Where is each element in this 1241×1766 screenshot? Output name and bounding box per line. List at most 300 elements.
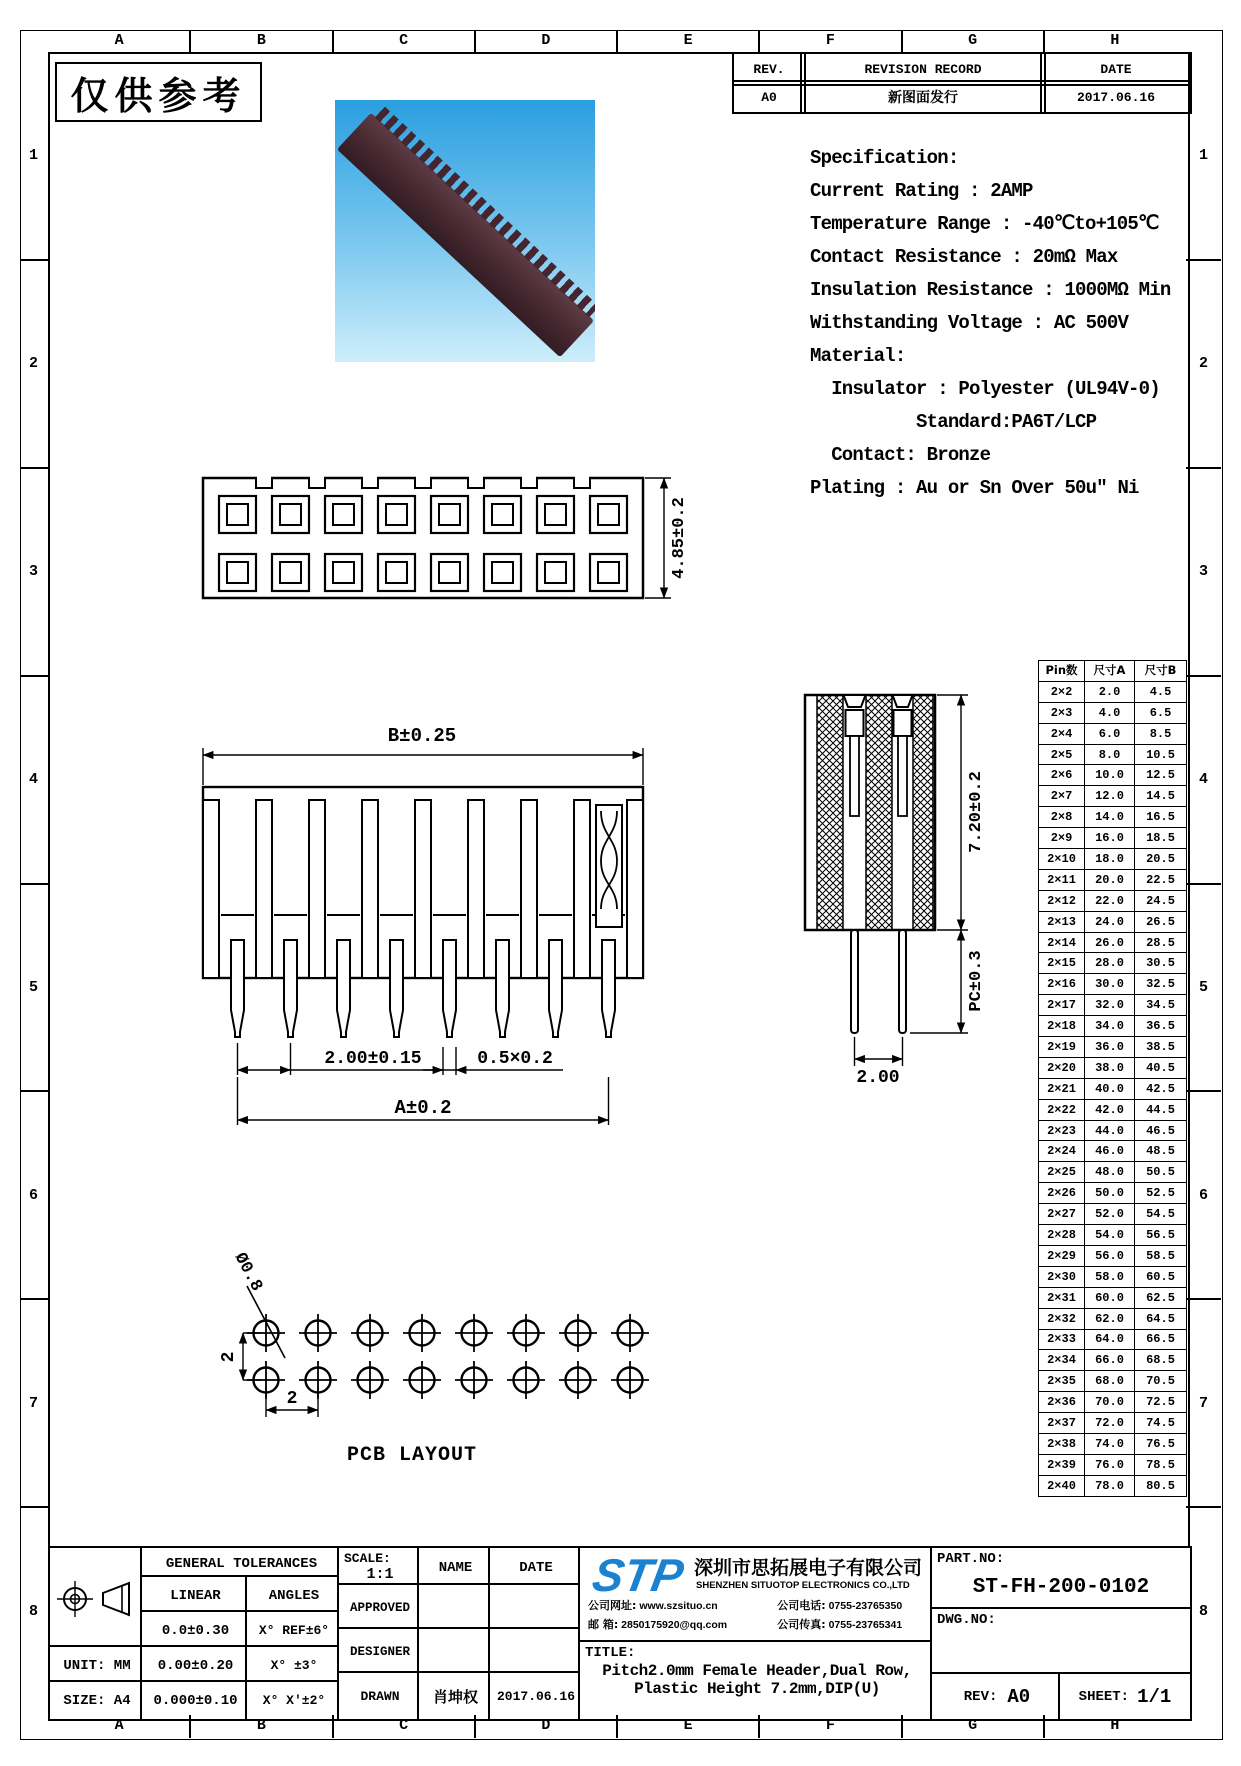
grid-col-label: D <box>541 31 551 49</box>
pin-table-cell: 44.0 <box>1085 1120 1135 1141</box>
pin-table-row <box>1039 953 1187 974</box>
pin-table-row <box>1039 1162 1187 1183</box>
pin-table-row <box>1039 765 1187 786</box>
pin-table-cell: 2×38 <box>1039 1433 1085 1454</box>
general-tolerances-header: GENERAL TOLERANCES <box>140 1546 343 1581</box>
pin-table-cell: 26.0 <box>1085 932 1135 953</box>
pin-table-cell: 2×6 <box>1039 765 1085 786</box>
pin-table-row <box>1039 1413 1187 1434</box>
scale-label: SCALE: <box>344 1551 391 1566</box>
pin-pitch-label: 2.00±0.15 <box>324 1049 422 1069</box>
pin-table-cell: 2×26 <box>1039 1183 1085 1204</box>
pin-table-cell: 24.5 <box>1135 890 1187 911</box>
grid-tick <box>1043 1715 1045 1738</box>
pin-size-label: 0.5×0.2 <box>477 1049 553 1069</box>
grid-tick <box>1186 1298 1221 1300</box>
pin-table-cell: 34.5 <box>1135 995 1187 1016</box>
grid-row-label: 3 <box>1198 563 1208 581</box>
pin-table-cell: 2×27 <box>1039 1204 1085 1225</box>
grid-tick <box>20 675 48 677</box>
grid-tick <box>20 1090 48 1092</box>
pin-table-row <box>1039 1392 1187 1413</box>
pin-table-row <box>1039 1454 1187 1475</box>
scale-value: 1:1 <box>366 1566 394 1583</box>
watermark-text: 仅供参考 <box>70 73 247 118</box>
pin-table-row <box>1039 723 1187 744</box>
pin-table-cell: 30.0 <box>1085 974 1135 995</box>
pin-table-cell: 2×20 <box>1039 1057 1085 1078</box>
pin-table-cell: 76.5 <box>1135 1433 1187 1454</box>
pin-size-dimension <box>423 1047 563 1075</box>
top-view-height-dimension <box>645 478 689 598</box>
pin-table-row <box>1039 702 1187 723</box>
spec-line: Contact Resistance : 20mΩ Max <box>810 246 1118 268</box>
grid-col-label: E <box>683 1717 693 1734</box>
pin-table-cell: 48.5 <box>1135 1141 1187 1162</box>
pin-table-cell: 2×18 <box>1039 1016 1085 1037</box>
company-name-en: SHENZHEN SITUOTOP ELECTRONICS CO.,LTD <box>696 1580 910 1591</box>
pcb-layout-caption: PCB LAYOUT <box>346 1444 478 1467</box>
pin-table-cell: 12.5 <box>1135 765 1187 786</box>
hole-diameter-label: Ø0.8 <box>229 1249 266 1295</box>
pin-table-row <box>1039 1016 1187 1037</box>
grid-tick <box>758 1715 760 1738</box>
comb-wall <box>362 800 378 978</box>
top-view-body <box>203 478 643 598</box>
pin-table-cell: 42.0 <box>1085 1099 1135 1120</box>
pin-table-row <box>1039 681 1187 702</box>
grid-tick <box>1186 1090 1221 1092</box>
sheet-value: 1/1 <box>1137 1685 1172 1708</box>
pin <box>549 940 562 1037</box>
grid-row-label: 2 <box>1198 355 1208 373</box>
pin-table-cell: 50.5 <box>1135 1162 1187 1183</box>
pin-table-row <box>1039 1433 1187 1454</box>
side-view-drawing <box>770 680 1000 1090</box>
pin-table-cell: 14.0 <box>1085 807 1135 828</box>
pin-table-cell: 6.5 <box>1135 702 1187 723</box>
pin-table-row <box>1039 1266 1187 1287</box>
grid-tick <box>1186 259 1221 261</box>
pin-table-cell: 46.0 <box>1085 1141 1135 1162</box>
dwg-no-label: DWG.NO: <box>937 1612 996 1628</box>
pin-table-cell: 58.0 <box>1085 1266 1135 1287</box>
pin-table-cell: 2×12 <box>1039 890 1085 911</box>
pin-table-cell: 2×2 <box>1039 681 1085 702</box>
part-no-value: ST-FH-200-0102 <box>972 1576 1150 1599</box>
reference-only-watermark <box>55 62 262 122</box>
pin-table-cell: 72.5 <box>1135 1392 1187 1413</box>
grid-tick <box>758 30 760 52</box>
pin-table-cell: 50.0 <box>1085 1183 1135 1204</box>
contact-section <box>894 710 912 736</box>
revision-date-value: 2017.06.16 <box>1040 80 1192 114</box>
company-email <box>588 1616 777 1632</box>
website-value: www.szsituo.cn <box>639 1600 718 1612</box>
pin-table-cell: 70.0 <box>1085 1392 1135 1413</box>
grid-tick <box>20 467 48 469</box>
pin-table-row <box>1039 786 1187 807</box>
pin-table-row <box>1039 828 1187 849</box>
pin-table-row <box>1039 974 1187 995</box>
linear-tol-3: 0.000±0.10 <box>140 1680 251 1721</box>
spec-line: Insulator : Polyester (UL94V-0) <box>810 378 1160 400</box>
pin-table-row <box>1039 807 1187 828</box>
pin-table-cell: 68.5 <box>1135 1350 1187 1371</box>
email-value: 2850175920@qq.com <box>621 1619 728 1631</box>
pin-table-cell: 2×16 <box>1039 974 1085 995</box>
part-no-cell <box>930 1546 1192 1613</box>
grid-col-label: C <box>399 1717 409 1734</box>
grid-row-label: 3 <box>28 563 38 581</box>
grid-col-label: B <box>256 1717 266 1734</box>
comb-wall <box>574 800 590 978</box>
pin <box>337 940 350 1037</box>
pin-table-cell: 40.0 <box>1085 1078 1135 1099</box>
pin-table-cell: 58.5 <box>1135 1245 1187 1266</box>
pin-table-cell: 2×13 <box>1039 911 1085 932</box>
side-pitch-dimension <box>855 1037 903 1088</box>
pin-table-cell: 34.0 <box>1085 1016 1135 1037</box>
drawn-name: 肖坤权 <box>417 1671 494 1721</box>
grid-col-label: G <box>968 31 978 49</box>
pin-table-row <box>1039 1350 1187 1371</box>
pin <box>231 940 244 1037</box>
comb-wall <box>415 800 431 978</box>
angle-tol-1: X° REF±6° <box>245 1610 343 1651</box>
pin-table-cell: 14.5 <box>1135 786 1187 807</box>
comb-wall <box>627 800 643 978</box>
company-fax <box>777 1616 926 1632</box>
front-view-drawing <box>195 725 665 1135</box>
pin-table-cell: 56.5 <box>1135 1225 1187 1246</box>
comb-wall <box>468 800 484 978</box>
grid-row-label: 1 <box>28 147 38 165</box>
spec-line: Withstanding Voltage : AC 500V <box>810 312 1129 334</box>
pin-table-cell: 72.0 <box>1085 1413 1135 1434</box>
pin-table-row <box>1039 1183 1187 1204</box>
pin-table-cell: 62.0 <box>1085 1308 1135 1329</box>
fax-label: 公司传真: <box>777 1618 826 1631</box>
comb-wall <box>203 800 219 978</box>
pin-table-cell: 56.0 <box>1085 1245 1135 1266</box>
front-width-dimension <box>203 725 643 785</box>
pin-table-cell: 22.0 <box>1085 890 1135 911</box>
linear-tol-1: 0.0±0.30 <box>140 1610 251 1651</box>
pin-table-row <box>1039 1245 1187 1266</box>
designer-label: DESIGNER <box>337 1627 423 1677</box>
pin-table-cell: 8.0 <box>1085 744 1135 765</box>
company-contacts <box>588 1597 926 1632</box>
span-dimension <box>238 1077 609 1125</box>
pin-table-cell: 2×24 <box>1039 1141 1085 1162</box>
designer-date-cell <box>488 1627 584 1677</box>
pin-table-cell: 26.5 <box>1135 911 1187 932</box>
phone-value: 0755-23765350 <box>828 1600 903 1612</box>
grid-tick <box>189 1715 191 1738</box>
grid-row-label: 8 <box>1198 1602 1208 1620</box>
revision-rev-value: A0 <box>732 80 806 114</box>
pin-table-cell: 2×34 <box>1039 1350 1085 1371</box>
top-notch-gap <box>363 476 377 479</box>
pin-table-header: Pin数 <box>1039 661 1085 682</box>
specification-block <box>810 142 1170 505</box>
pin-table-cell: 52.0 <box>1085 1204 1135 1225</box>
pin-table-cell: 4.0 <box>1085 702 1135 723</box>
grid-tick <box>20 259 48 261</box>
pin-table-cell: 30.5 <box>1135 953 1187 974</box>
spec-line: Specification: <box>810 147 959 169</box>
pin-table-cell: 60.0 <box>1085 1287 1135 1308</box>
grid-col-label: G <box>968 1717 978 1734</box>
pin-table-cell: 32.5 <box>1135 974 1187 995</box>
grid-tick <box>616 30 618 52</box>
pin <box>443 940 456 1037</box>
spec-line: Standard:PA6T/LCP <box>810 411 1097 433</box>
grid-row-label: 5 <box>28 978 38 996</box>
pin-table-cell: 2.0 <box>1085 681 1135 702</box>
grid-col-label: E <box>683 31 693 49</box>
pin-table-cell: 48.0 <box>1085 1162 1135 1183</box>
pin-table-row <box>1039 1475 1187 1496</box>
side-height-dimension <box>937 695 986 930</box>
pin-table-row <box>1039 911 1187 932</box>
pin-table-cell: 2×5 <box>1039 744 1085 765</box>
pin <box>284 940 297 1037</box>
pin-table-header-row <box>1039 661 1187 682</box>
pin <box>899 930 906 1033</box>
pin-table-cell: 10.0 <box>1085 765 1135 786</box>
contact-section <box>898 736 907 816</box>
rev-label: REV: <box>963 1688 998 1705</box>
rev-value: A0 <box>1007 1685 1031 1708</box>
pin-table-cell: 2×7 <box>1039 786 1085 807</box>
front-width-label: B±0.25 <box>387 725 457 747</box>
approved-date-cell <box>488 1583 584 1633</box>
angles-header: ANGLES <box>245 1575 343 1616</box>
top-view-drawing <box>195 470 695 610</box>
company-name-cn: 深圳市思拓展电子有限公司 <box>694 1557 923 1579</box>
grid-col-label: D <box>541 1717 551 1734</box>
pin-table-cell: 2×8 <box>1039 807 1085 828</box>
pin-table-cell: 28.0 <box>1085 953 1135 974</box>
pin-table-cell: 46.5 <box>1135 1120 1187 1141</box>
pin-table-cell: 64.5 <box>1135 1308 1187 1329</box>
pin-table-cell: 42.5 <box>1135 1078 1187 1099</box>
size-cell: SIZE: A4 <box>48 1680 146 1721</box>
pin-table-row <box>1039 1287 1187 1308</box>
revision-record-header: REVISION RECORD <box>800 52 1046 86</box>
pin-table-cell: 20.0 <box>1085 869 1135 890</box>
pin-table-row <box>1039 1329 1187 1350</box>
pcb-row-pitch-label: 2 <box>219 1351 239 1363</box>
top-notch-gap <box>469 476 483 479</box>
grid-row-label: 6 <box>1198 1186 1208 1204</box>
pin <box>602 940 615 1037</box>
pin-table-row <box>1039 1078 1187 1099</box>
pin-table-cell: 2×17 <box>1039 995 1085 1016</box>
company-website <box>588 1597 777 1613</box>
pin-table-cell: 36.5 <box>1135 1016 1187 1037</box>
grid-tick <box>332 30 334 52</box>
contact-section <box>850 736 859 816</box>
grid-col-label: F <box>825 31 835 49</box>
pin-length-label: PC±0.3 <box>967 950 986 1012</box>
grid-tick <box>1186 1506 1221 1508</box>
pin-table-cell: 2×25 <box>1039 1162 1085 1183</box>
grid-tick <box>1186 675 1221 677</box>
pin-table-cell: 2×23 <box>1039 1120 1085 1141</box>
pin-table-cell: 2×19 <box>1039 1037 1085 1058</box>
approved-label: APPROVED <box>337 1583 423 1633</box>
grid-row-label: 8 <box>28 1602 38 1620</box>
grid-col-label: H <box>1110 1717 1120 1734</box>
pin-table-row <box>1039 1099 1187 1120</box>
angle-tol-3: X° X'±2° <box>245 1680 343 1721</box>
pin-table-cell: 78.0 <box>1085 1475 1135 1496</box>
connector-image <box>337 113 594 358</box>
pin-table-cell: 2×31 <box>1039 1287 1085 1308</box>
pin-table-cell: 2×14 <box>1039 932 1085 953</box>
spec-line: Plating : Au or Sn Over 50u″ Ni <box>810 477 1139 499</box>
pin-table-cell: 2×10 <box>1039 849 1085 870</box>
pcb-layout-drawing <box>195 1240 665 1480</box>
grid-tick <box>474 30 476 52</box>
side-pitch-label: 2.00 <box>856 1068 900 1088</box>
grid-tick <box>20 1298 48 1300</box>
pin-table-cell: 52.5 <box>1135 1183 1187 1204</box>
pin-table-cell: 18.5 <box>1135 828 1187 849</box>
spec-line: Current Rating : 2AMP <box>810 180 1033 202</box>
pin <box>851 930 858 1033</box>
grid-tick <box>20 883 48 885</box>
pin-table-row <box>1039 869 1187 890</box>
pin-table-cell: 36.0 <box>1085 1037 1135 1058</box>
pin-table-cell: 10.5 <box>1135 744 1187 765</box>
email-label: 邮 箱: <box>588 1618 619 1631</box>
company-cell <box>578 1546 936 1646</box>
pin-table-cell: 70.5 <box>1135 1371 1187 1392</box>
comb-wall <box>521 800 537 978</box>
pin-table-cell: 40.5 <box>1135 1057 1187 1078</box>
product-photo <box>335 100 595 362</box>
linear-header: LINEAR <box>140 1575 251 1616</box>
pin <box>496 940 509 1037</box>
grid-tick <box>1043 30 1045 52</box>
grid-tick <box>332 1715 334 1738</box>
pin-table-row <box>1039 995 1187 1016</box>
grid-row-label: 5 <box>1198 978 1208 996</box>
grid-row-label: 2 <box>28 355 38 373</box>
grid-row-label: 6 <box>28 1186 38 1204</box>
pin-table-cell: 2×40 <box>1039 1475 1085 1496</box>
part-no-label: PART.NO: <box>937 1551 1005 1567</box>
pin-table-cell: 38.0 <box>1085 1057 1135 1078</box>
sheet-label: SHEET: <box>1078 1688 1130 1705</box>
pin-table-cell: 2×28 <box>1039 1225 1085 1246</box>
comb-wall <box>256 800 272 978</box>
title-label: TITLE: <box>585 1645 636 1661</box>
pin-table-cell: 80.5 <box>1135 1475 1187 1496</box>
pin-table-cell: 32.0 <box>1085 995 1135 1016</box>
website-label: 公司网址: <box>588 1599 637 1612</box>
projection-symbol-cell <box>48 1546 146 1651</box>
pin-table-cell: 16.5 <box>1135 807 1187 828</box>
pin-table-row <box>1039 1308 1187 1329</box>
drawn-label: DRAWN <box>337 1671 423 1721</box>
pin-table-cell: 38.5 <box>1135 1037 1187 1058</box>
pin-table-row <box>1039 1037 1187 1058</box>
pin-table-cell: 2×22 <box>1039 1099 1085 1120</box>
pin-table-cell: 64.0 <box>1085 1329 1135 1350</box>
pin-table-cell: 12.0 <box>1085 786 1135 807</box>
pin-table-cell: 54.0 <box>1085 1225 1135 1246</box>
drawn-date: 2017.06.16 <box>488 1671 584 1721</box>
revision-date-header: DATE <box>1040 52 1192 86</box>
pin-table-cell: 2×35 <box>1039 1371 1085 1392</box>
pin-table-cell: 66.5 <box>1135 1329 1187 1350</box>
top-notch-gap <box>257 476 271 479</box>
spec-line: Temperature Range : -40℃to+105℃ <box>810 213 1159 235</box>
pin-table-cell: 2×21 <box>1039 1078 1085 1099</box>
grid-row-label: 7 <box>28 1394 38 1412</box>
contact-outline <box>596 805 622 927</box>
grid-tick <box>1186 467 1221 469</box>
pin-table-cell: 2×3 <box>1039 702 1085 723</box>
pin-table-row <box>1039 1120 1187 1141</box>
span-label: A±0.2 <box>394 1097 452 1119</box>
pin-table-cell: 2×39 <box>1039 1454 1085 1475</box>
pin-table-cell: 2×29 <box>1039 1245 1085 1266</box>
grid-tick <box>20 1506 48 1508</box>
socket-chamfer <box>893 695 913 707</box>
pin-table-cell: 2×9 <box>1039 828 1085 849</box>
pin-table-cell: 62.5 <box>1135 1287 1187 1308</box>
grid-row-label: 4 <box>28 771 38 789</box>
pcb-col-pitch-label: 2 <box>286 1389 298 1409</box>
unit-cell: UNIT: MM <box>48 1645 146 1686</box>
grid-tick <box>901 30 903 52</box>
pin-table-cell: 54.5 <box>1135 1204 1187 1225</box>
drawing-title-line2: Plastic Height 7.2mm,DIP(U) <box>634 1680 880 1698</box>
pin-table-cell: 2×36 <box>1039 1392 1085 1413</box>
revision-record-value: 新图面发行 <box>800 80 1046 114</box>
pin-table-cell: 24.0 <box>1085 911 1135 932</box>
socket-chamfer <box>844 695 866 707</box>
angle-tol-2: X° ±3° <box>245 1645 343 1686</box>
pin-table-header: 尺寸A <box>1085 661 1135 682</box>
pin-table-row <box>1039 1141 1187 1162</box>
pin-table-cell: 6.0 <box>1085 723 1135 744</box>
pin-table-cell: 60.5 <box>1135 1266 1187 1287</box>
spec-line: Insulation Resistance : 1000MΩ Min <box>810 279 1171 301</box>
spec-line: Contact: Bronze <box>810 444 991 466</box>
pin-table-cell: 18.0 <box>1085 849 1135 870</box>
side-height-label: 7.20±0.2 <box>967 771 986 853</box>
front-view-body <box>203 787 643 1037</box>
pin-table-cell: 68.0 <box>1085 1371 1135 1392</box>
pin-table-cell: 2×32 <box>1039 1308 1085 1329</box>
pin-table-cell: 2×33 <box>1039 1329 1085 1350</box>
pin-table-cell: 2×11 <box>1039 869 1085 890</box>
grid-row-label: 4 <box>1198 771 1208 789</box>
pin-table-row <box>1039 1371 1187 1392</box>
grid-col-label: A <box>114 31 124 49</box>
top-notch-gap <box>575 476 589 479</box>
pin-table-cell: 78.5 <box>1135 1454 1187 1475</box>
pin-dimension-table <box>1038 660 1187 1497</box>
pin-table-cell: 66.0 <box>1085 1350 1135 1371</box>
